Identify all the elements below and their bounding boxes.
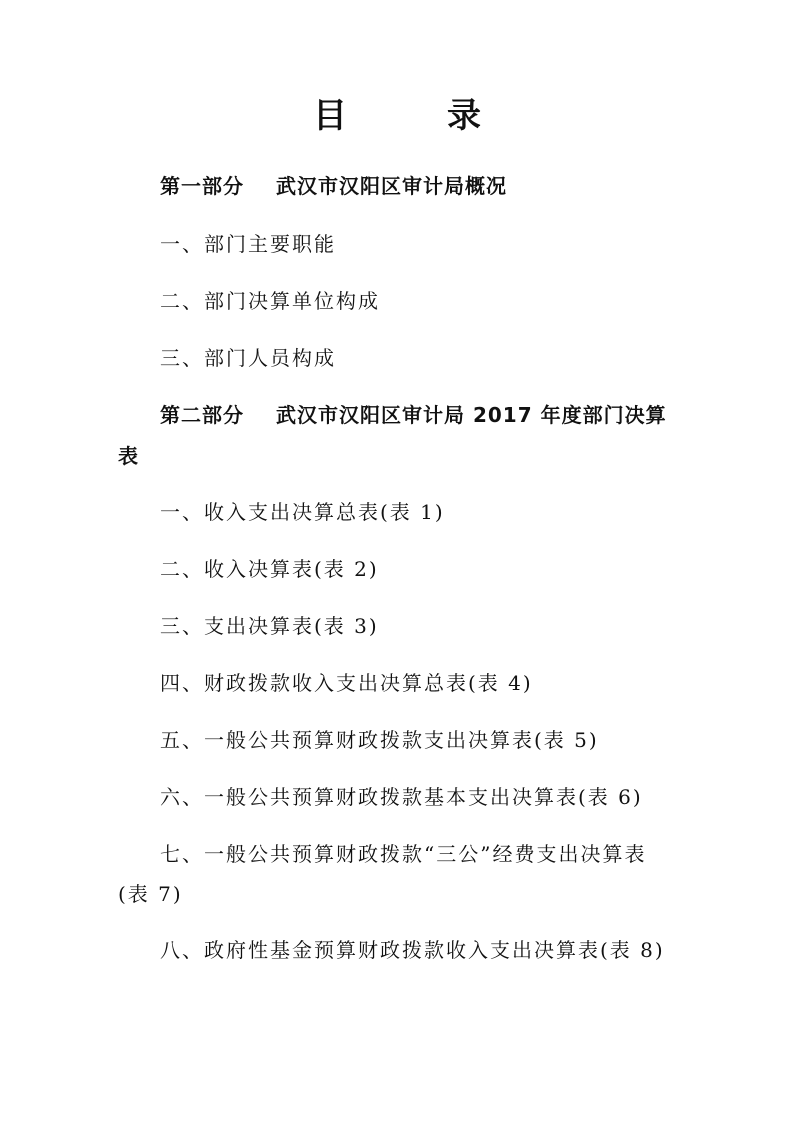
part2-item-7: 七、一般公共预算财政拨款“三公”经费支出决算表 xyxy=(160,842,647,866)
part1-item-1: 一、部门主要职能 xyxy=(160,232,336,256)
part1-heading xyxy=(160,170,507,199)
part1-item-3: 三、部门人员构成 xyxy=(160,346,336,370)
part2-item-7-continuation: (表 7) xyxy=(118,882,183,906)
part2-label: 第二部分 xyxy=(160,403,244,427)
part1-item-2: 二、部门决算单位构成 xyxy=(160,289,380,313)
part1-text: 武汉市汉阳区审计局概况 xyxy=(276,174,507,198)
part2-item-6: 六、一般公共预算财政拨款基本支出决算表(表 6) xyxy=(160,785,643,809)
part2-heading-continuation: 表 xyxy=(118,444,139,468)
part2-heading xyxy=(160,399,667,428)
part2-item-3: 三、支出决算表(表 3) xyxy=(160,614,379,638)
part2-item-5: 五、一般公共预算财政拨款支出决算表(表 5) xyxy=(160,728,599,752)
part1-label: 第一部分 xyxy=(160,174,244,198)
title-char-1: 目 xyxy=(313,96,347,136)
part2-text: 武汉市汉阳区审计局 2017 年度部门决算 xyxy=(276,403,667,427)
part2-item-8: 八、政府性基金预算财政拨款收入支出决算表(表 8) xyxy=(160,938,665,962)
title-char-2: 录 xyxy=(447,96,481,136)
part2-item-4: 四、财政拨款收入支出决算总表(表 4) xyxy=(160,671,533,695)
part2-item-1: 一、收入支出决算总表(表 1) xyxy=(160,500,445,524)
page-title xyxy=(0,88,794,137)
part2-item-2: 二、收入决算表(表 2) xyxy=(160,557,379,581)
